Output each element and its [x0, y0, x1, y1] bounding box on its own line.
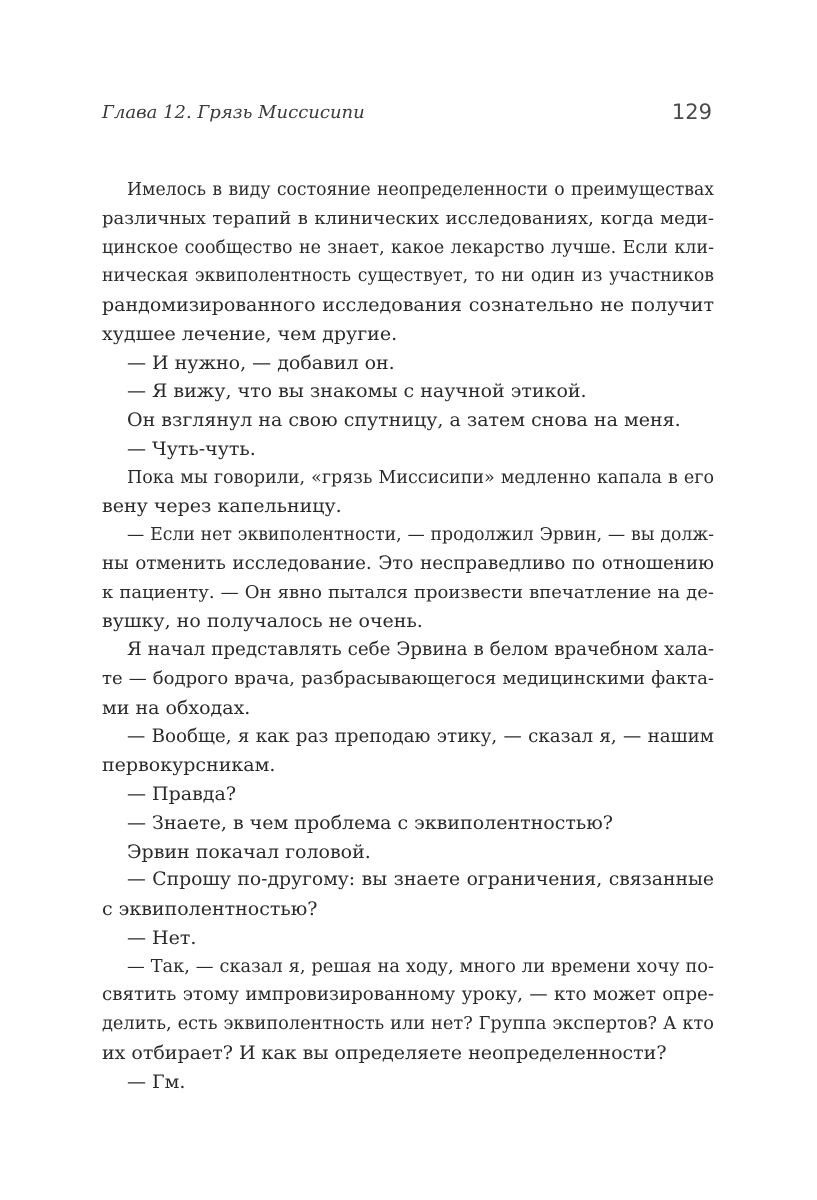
- text-line: различных терапий в клинических исследованиях, когда меди-: [102, 207, 714, 229]
- text-line: — И нужно, — добавил он.: [127, 351, 395, 374]
- chapter-title: Глава 12. Грязь Миссисипи: [102, 102, 365, 123]
- text-line: — Правда?: [127, 783, 237, 806]
- text-line: ны отменить исследование. Это несправедливо по отношению: [102, 552, 714, 574]
- text-line: Пока мы говорили, «грязь Миссисипи» медленно капала в его: [127, 467, 714, 488]
- text-line: — Если нет эквиполентности, — продолжил Эрвин, — вы долж-: [127, 525, 714, 546]
- text-line: — Спрошу по-другому: вы знаете ограничения, связанные: [127, 869, 714, 891]
- text-line: Я начал представлять себе Эрвина в белом врачебном хала-: [127, 639, 714, 661]
- text-line: — Чуть-чуть.: [127, 437, 256, 460]
- text-line: вушку, но получалось не очень.: [102, 610, 423, 633]
- text-line: — Нет.: [127, 926, 197, 949]
- text-line: к пациенту. — Он явно пытался произвести впечатление на де-: [102, 581, 714, 603]
- text-line: — Вообще, я как раз преподаю этику, — сказал я, — нашим: [127, 725, 714, 747]
- text-line: худшее лечение, чем другие.: [102, 322, 398, 345]
- text-line: их отбирает? И как вы определяете неопределенности?: [102, 1041, 667, 1064]
- text-line: — Гм.: [127, 1070, 186, 1093]
- page-number: 129: [671, 100, 712, 124]
- text-line: цинское сообщество не знает, какое лекарство лучше. Если кли-: [102, 237, 714, 258]
- text-line: Эрвин покачал головой.: [127, 840, 371, 863]
- running-head: [102, 100, 714, 130]
- text-line: ми на обходах.: [102, 696, 251, 719]
- body-text: [102, 176, 714, 1097]
- text-line: делить, есть эквиполентность или нет? Группа экспертов? А кто: [102, 1014, 714, 1035]
- text-line: рандомизированного исследования сознательно не получит: [102, 294, 714, 317]
- text-line: вену через капельницу.: [102, 495, 342, 518]
- text-line: те — бодрого врача, разбрасывающегося медицинскими факта-: [102, 668, 714, 690]
- text-line: первокурсникам.: [102, 754, 276, 777]
- text-line: святить этому импровизированному уроку, — кто может опре-: [102, 984, 714, 1006]
- text-line: Имелось в виду состояние неопределенности о преимуществах: [127, 180, 714, 200]
- text-line: с эквиполентностью?: [102, 898, 318, 921]
- text-line: — Знаете, в чем проблема с эквиполентностью?: [127, 811, 613, 834]
- text-line: — Я вижу, что вы знакомы с научной этикой.: [127, 380, 587, 403]
- text-line: Он взглянул на свою спутницу, а затем снова на меня.: [127, 409, 681, 432]
- text-line: ническая эквиполентность существует, то ни один из участников: [102, 266, 714, 287]
- text-line: — Так, — сказал я, решая на ходу, много ли времени хочу по-: [127, 956, 714, 977]
